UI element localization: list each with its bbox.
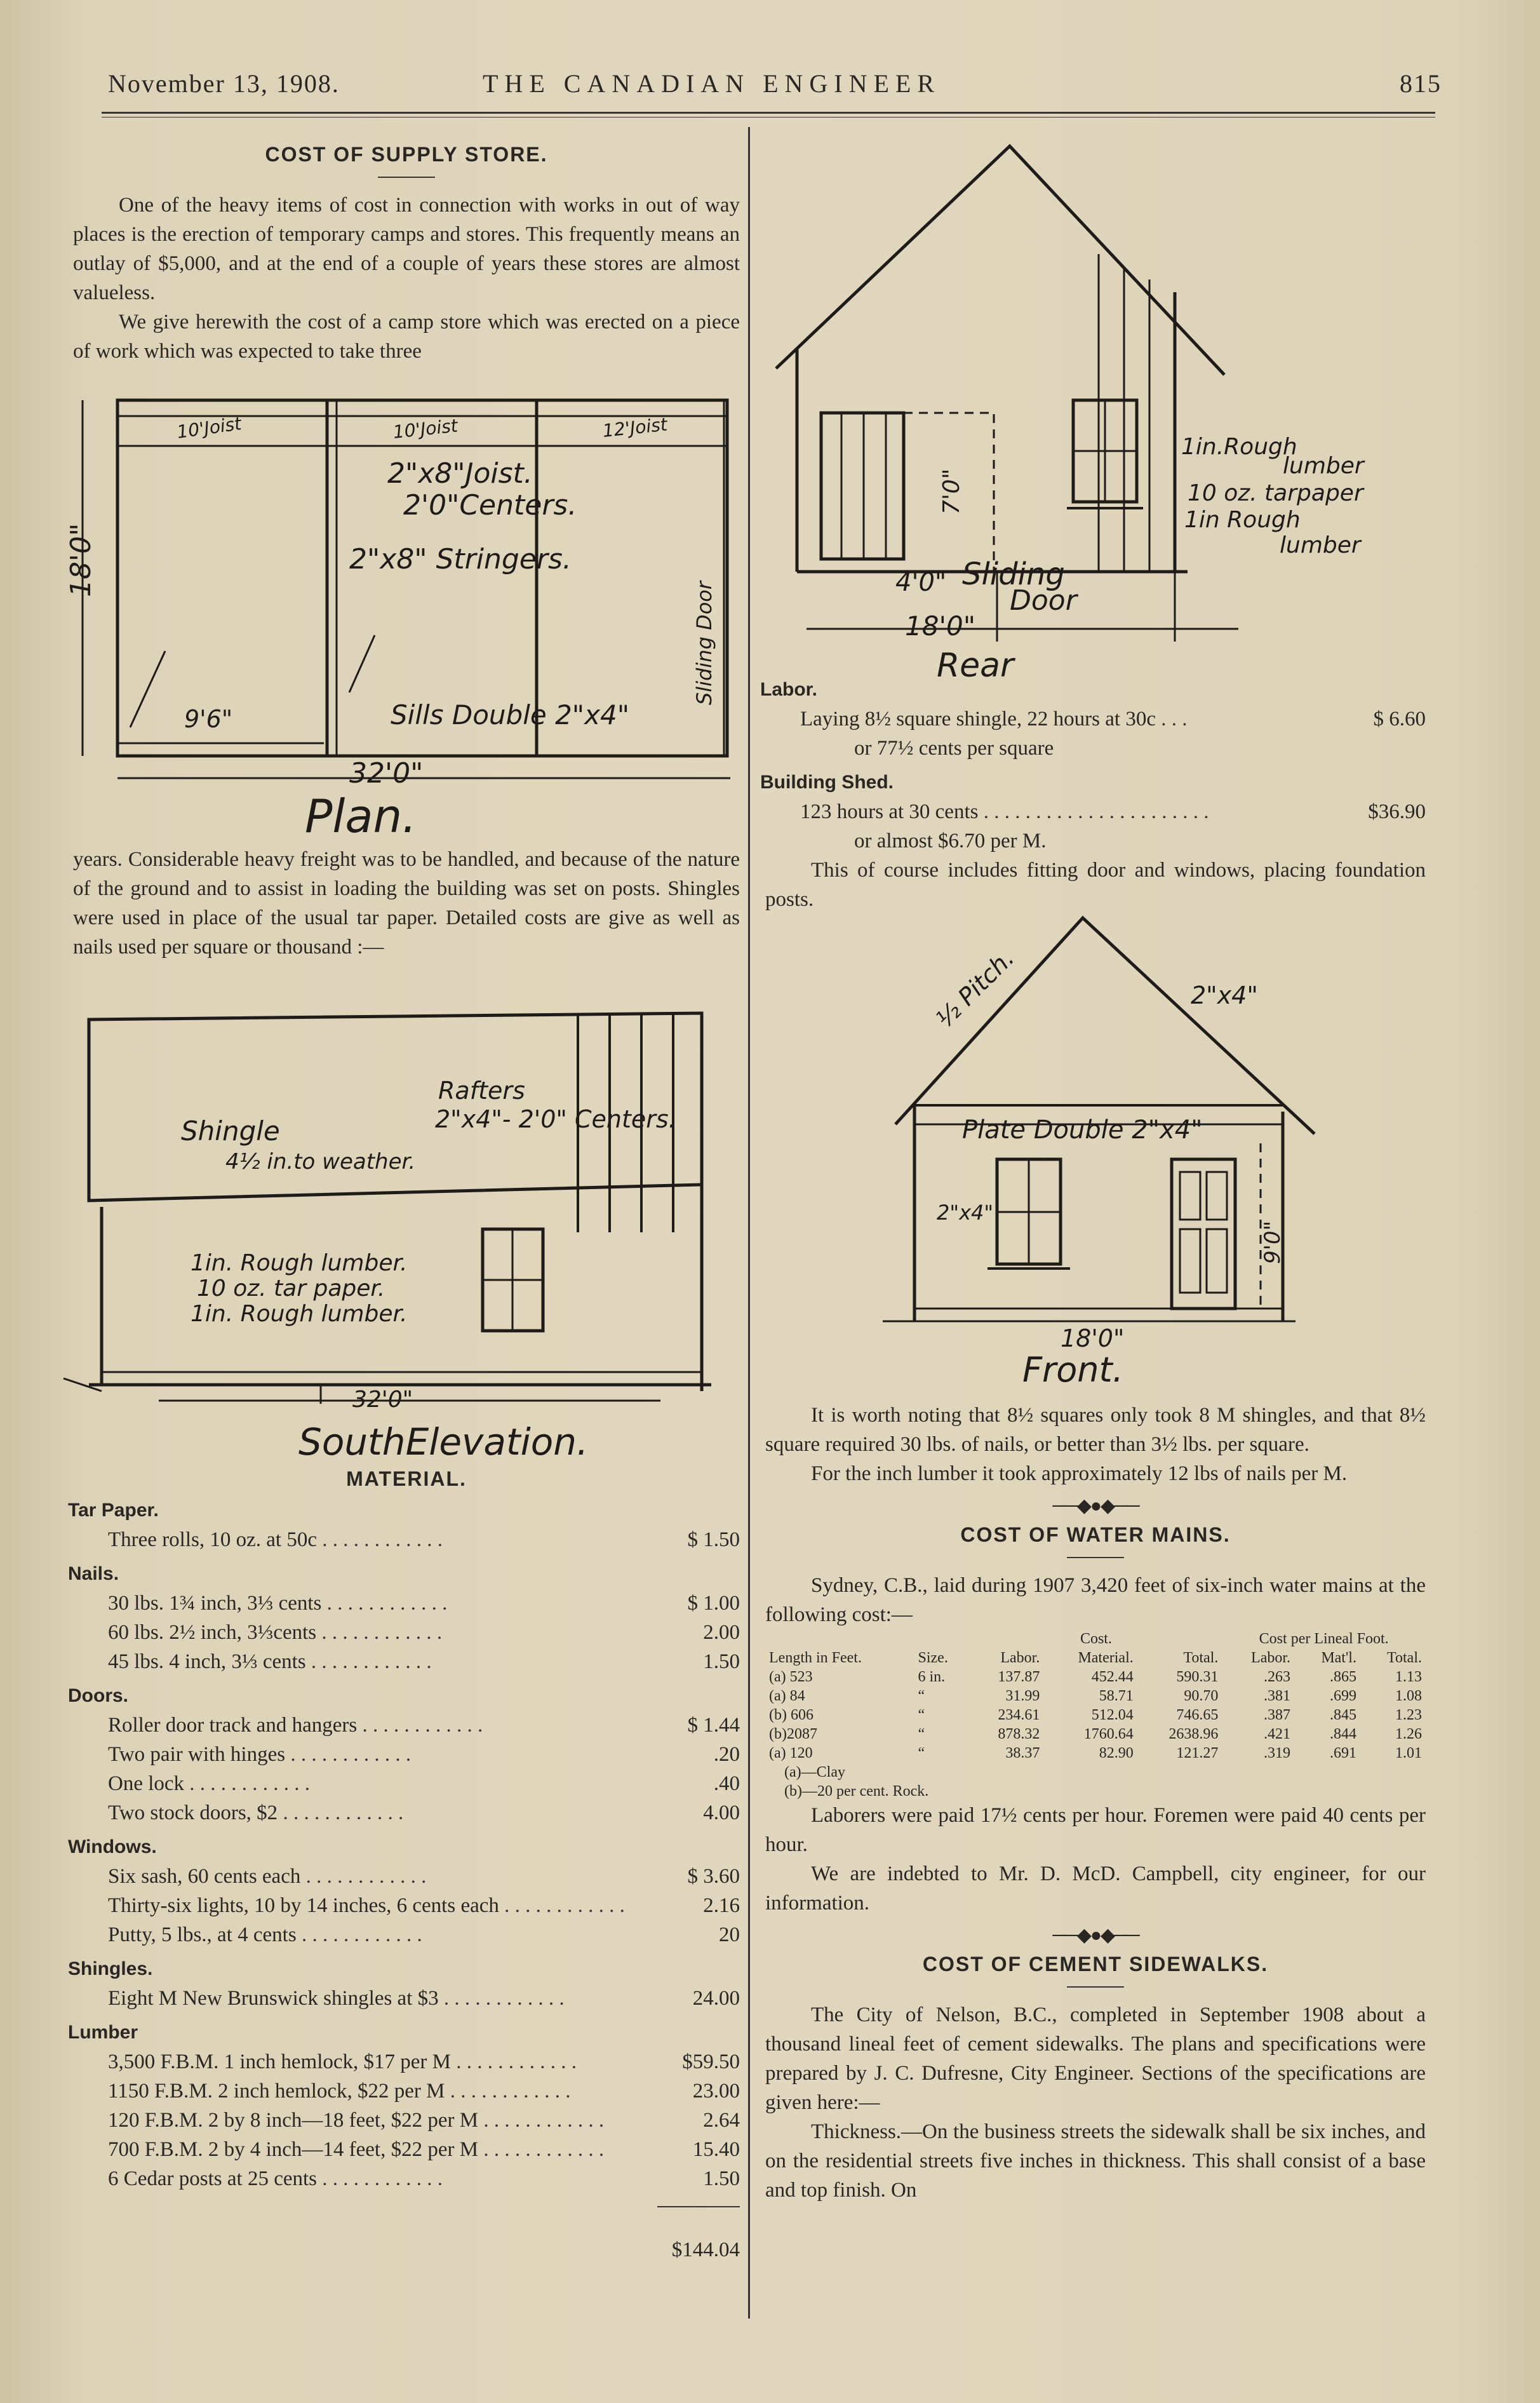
- column-rule: [748, 127, 750, 2319]
- front-width: 18'0": [1061, 1324, 1125, 1352]
- table-cell: .699: [1329, 1688, 1356, 1704]
- rear-elevation-drawing: [768, 133, 1435, 692]
- col-lin-labor: Labor.: [1251, 1650, 1291, 1666]
- south-weather: 4½ in.to weather.: [225, 1149, 416, 1175]
- material-item: 45 lbs. 4 inch, 3⅓ cents . . . . . . . . . . . . 1.50: [73, 1647, 740, 1676]
- plan-caption: Plan.: [305, 790, 417, 843]
- material-item-label: Three rolls, 10 oz. at 50c: [108, 1528, 317, 1551]
- material-item-label: 45 lbs. 4 inch, 3⅓ cents: [108, 1650, 306, 1673]
- material-item-amount: $ 1.50: [687, 1528, 740, 1551]
- header-rule-thin: [102, 117, 1435, 118]
- table-row: [765, 1744, 1426, 1763]
- material-total: $144.04: [671, 2238, 740, 2261]
- plan-joist-label-3: 12'Joist: [601, 414, 669, 441]
- front-stud: 2"x4": [937, 1201, 994, 1225]
- material-item-amount: 2.00: [703, 1621, 740, 1644]
- running-header: [108, 69, 1442, 107]
- material-item: 30 lbs. 1¾ inch, 3⅓ cents . . . . . . . . . . . . $ 1.00: [73, 1589, 740, 1618]
- right-column-lower: [765, 1401, 1426, 2205]
- material-item-label: 3,500 F.B.M. 1 inch hemlock, $17 per M: [108, 2050, 451, 2073]
- table-row: [765, 1667, 1426, 1686]
- table-cell: (b) 606: [769, 1707, 814, 1723]
- col-labor: Labor.: [1000, 1650, 1040, 1666]
- material-item-label: 6 Cedar posts at 25 cents: [108, 2167, 318, 2190]
- table-cell: 1760.64: [1083, 1726, 1134, 1742]
- table-cell: “: [918, 1726, 925, 1742]
- notes-paragraph-2: For the inch lumber it took approximately 12 lbs of nails per M.: [811, 1462, 1348, 1485]
- south-lumber-1: 1in. Rough lumber.: [191, 1250, 408, 1276]
- material-item-amount: $ 1.44: [687, 1714, 740, 1737]
- plan-drawing: [65, 387, 743, 843]
- material-item-label: Two pair with hinges: [108, 1743, 286, 1766]
- table-cell: (a) 120: [769, 1745, 813, 1761]
- south-elevation-caption: SouthElevation.: [298, 1420, 589, 1464]
- table-cell: 1.01: [1395, 1745, 1422, 1761]
- water-mains-intro: Sydney, C.B., laid during 1907 3,420 feet of six-inch water mains at the following cost:—: [765, 1574, 1426, 1626]
- rear-door-width: 4'0": [895, 568, 947, 597]
- material-item-amount: .40: [713, 1772, 740, 1795]
- supply-store-paragraph-1: One of the heavy items of cost in connection with works in out of way places is the erection of temporary camps and stores. This frequently means an outlay of $5,000, and at the end of a couple of years these stores are almost valueless.: [73, 194, 740, 304]
- material-title: MATERIAL.: [346, 1467, 467, 1490]
- south-length: 32'0": [352, 1387, 413, 1413]
- labor-per-square: or 77½ cents per square: [854, 737, 1054, 760]
- plan-stringers: 2"x8" Stringers.: [349, 543, 572, 576]
- col-lin-matl: Mat'l.: [1321, 1650, 1356, 1666]
- table-cell: “: [918, 1688, 925, 1704]
- material-item-amount: $ 1.00: [687, 1592, 740, 1615]
- material-item: 120 F.B.M. 2 by 8 inch—18 feet, $22 per M . . . . . . . . . . . . 2.64: [73, 2106, 740, 2135]
- sidewalks-title: COST OF CEMENT SIDEWALKS.: [922, 1953, 1269, 1976]
- material-item-label: 700 F.B.M. 2 by 4 inch—14 feet, $22 per M: [108, 2138, 479, 2161]
- plan-length: 32'0": [349, 757, 424, 790]
- material-item-label: Roller door track and hangers: [108, 1714, 358, 1737]
- header-page-number: 815: [1400, 69, 1442, 98]
- plan-height: 18'0": [65, 523, 97, 597]
- table-cell: 512.04: [1091, 1707, 1134, 1723]
- plan-centers: 2'0"Centers.: [403, 489, 577, 522]
- table-cell: 1.08: [1395, 1688, 1422, 1704]
- table-cell: 82.90: [1099, 1745, 1134, 1761]
- material-item-amount: .20: [713, 1743, 740, 1766]
- front-plate: Plate Double 2"x4": [962, 1115, 1203, 1145]
- notes-paragraph-1: It is worth noting that 8½ squares only took 8 M shingles, and that 8½ square required 30 lbs. of nails, or better than 3½ lbs. per square.: [765, 1404, 1426, 1456]
- col-group-lineal: Cost per Lineal Foot.: [1259, 1631, 1389, 1647]
- section-ornament: ──◆●◆──: [1052, 1925, 1139, 1946]
- material-group-title: Doors.: [68, 1685, 129, 1706]
- table-cell: .263: [1264, 1669, 1291, 1685]
- table-cell: 58.71: [1099, 1688, 1134, 1704]
- table-cell: .845: [1329, 1707, 1356, 1723]
- table-cell: .844: [1329, 1726, 1356, 1742]
- table-cell: 121.27: [1176, 1745, 1219, 1761]
- table-cell: 2638.96: [1168, 1726, 1219, 1742]
- supply-store-continued: [73, 845, 740, 962]
- material-item: Two pair with hinges . . . . . . . . . . . . .20: [73, 1740, 740, 1769]
- water-mains-title: COST OF WATER MAINS.: [960, 1523, 1231, 1546]
- material-item: Thirty-six lights, 10 by 14 inches, 6 cents each . . . . . . . . . . . . 2.16: [73, 1891, 740, 1920]
- material-item: 60 lbs. 2½ inch, 3⅓cents . . . . . . . . . . . . 2.00: [73, 1618, 740, 1647]
- table-cell: 1.13: [1395, 1669, 1422, 1685]
- rear-lumber-1: 1in.Rough: [1181, 434, 1297, 460]
- rear-door-height: 7'0": [939, 468, 965, 515]
- material-list: [68, 1500, 740, 2193]
- material-group-title: Nails.: [68, 1563, 119, 1584]
- material-item-amount: 2.64: [703, 2109, 740, 2132]
- material-item-label: 60 lbs. 2½ inch, 3⅓cents: [108, 1621, 317, 1644]
- material-item: 700 F.B.M. 2 by 4 inch—14 feet, $22 per M . . . . . . . . . . . . 15.40: [73, 2135, 740, 2164]
- plan-joist-label-2: 10'Joist: [392, 415, 459, 443]
- material-item: Three rolls, 10 oz. at 50c . . . . . . . . . . . . $ 1.50: [73, 1525, 740, 1554]
- title-rule: [1067, 1986, 1124, 1988]
- south-elevation-drawing: [64, 1004, 743, 1474]
- col-length: Length in Feet.: [769, 1650, 862, 1666]
- material-item-label: Putty, 5 lbs., at 4 cents: [108, 1923, 297, 1946]
- building-shed-title: Building Shed.: [760, 772, 894, 793]
- plan-joist-spec: 2"x8"Joist.: [387, 457, 533, 490]
- header-rule: [102, 112, 1435, 114]
- material-item: Six sash, 60 cents each . . . . . . . . . . . . $ 3.60: [73, 1862, 740, 1891]
- material-item: Roller door track and hangers . . . . . . . . . . . . $ 1.44: [73, 1711, 740, 1740]
- shed-hours-line: 123 hours at 30 cents . . . . . . . . . . . . . . . . . . . . . . $36.90: [800, 800, 1426, 823]
- front-caption: Front.: [1022, 1350, 1123, 1390]
- material-item-amount: $ 3.60: [687, 1865, 740, 1888]
- note-rock: (b)—20 per cent. Rock.: [784, 1783, 929, 1800]
- header-date: November 13, 1908.: [108, 69, 340, 98]
- shed-per-m: or almost $6.70 per M.: [854, 830, 1047, 852]
- front-rafter: 2"x4": [1191, 981, 1258, 1009]
- sidewalks-paragraph-1: The City of Nelson, B.C., completed in September 1908 about a thousand lineal feet of cement sidewalks. The plans and specifications were prepared by J. C. Dufresne, City Engineer. Sections of the specifications are given here:—: [765, 2003, 1426, 2114]
- rear-lumber-2b: lumber: [1280, 532, 1361, 558]
- material-section: [68, 1467, 740, 2265]
- material-item: Eight M New Brunswick shingles at $3 . . . . . . . . . . . . 24.00: [73, 1984, 740, 2013]
- table-cell: “: [918, 1707, 925, 1723]
- title-rule: [1067, 1557, 1124, 1558]
- table-cell: 137.87: [998, 1669, 1040, 1685]
- material-item-amount: $59.50: [682, 2050, 740, 2073]
- table-cell: “: [918, 1745, 925, 1761]
- table-cell: .865: [1329, 1669, 1356, 1685]
- south-rafter-spec: 2"x4"- 2'0" Centers.: [435, 1105, 676, 1133]
- plan-sills: Sills Double 2"x4": [391, 699, 630, 730]
- table-cell: 746.65: [1176, 1707, 1219, 1723]
- south-shingle: Shingle: [181, 1115, 280, 1147]
- material-item: One lock . . . . . . . . . . . . .40: [73, 1769, 740, 1798]
- table-cell: 234.61: [998, 1707, 1040, 1723]
- table-row: [765, 1725, 1426, 1744]
- water-mains-table: [765, 1629, 1426, 1763]
- table-cell: 452.44: [1091, 1669, 1134, 1685]
- table-cell: .381: [1264, 1688, 1291, 1704]
- material-item-amount: 1.50: [703, 2167, 740, 2190]
- material-group-title: Windows.: [68, 1836, 157, 1857]
- material-item-label: 30 lbs. 1¾ inch, 3⅓ cents: [108, 1592, 322, 1615]
- material-item-label: Two stock doors, $2: [108, 1801, 278, 1824]
- note-clay: (a)—Clay: [784, 1764, 845, 1780]
- table-cell: 590.31: [1176, 1669, 1219, 1685]
- table-cell: .421: [1264, 1726, 1291, 1742]
- col-lin-total: Total.: [1387, 1650, 1422, 1666]
- supply-store-title: COST OF SUPPLY STORE.: [265, 143, 548, 166]
- table-cell: 90.70: [1184, 1688, 1219, 1704]
- rear-door-label: Door: [1010, 584, 1077, 617]
- supply-store-article: [73, 143, 740, 366]
- material-item: 1150 F.B.M. 2 inch hemlock, $22 per M . . . . . . . . . . . . 23.00: [73, 2077, 740, 2106]
- table-cell: (a) 84: [769, 1688, 805, 1704]
- table-row: [765, 1706, 1426, 1725]
- col-material: Material.: [1078, 1650, 1134, 1666]
- material-item-amount: 1.50: [703, 1650, 740, 1673]
- sidewalks-paragraph-2: Thickness.—On the business streets the sidewalk shall be six inches, and on the residential streets five inches in thickness. This shall consist of a base and top finish. On: [765, 2120, 1426, 2202]
- material-item-label: Eight M New Brunswick shingles at $3: [108, 1987, 439, 2010]
- water-mains-wages: Laborers were paid 17½ cents per hour. Foremen were paid 40 cents per hour.: [765, 1804, 1426, 1856]
- table-cell: 1.23: [1395, 1707, 1422, 1723]
- material-item: Two stock doors, $2 . . . . . . . . . . . . 4.00: [73, 1798, 740, 1827]
- material-item: 6 Cedar posts at 25 cents . . . . . . . . . . . . 1.50: [73, 2164, 740, 2193]
- material-item-amount: 20: [719, 1923, 740, 1946]
- table-row: [765, 1686, 1426, 1706]
- material-item-label: 120 F.B.M. 2 by 8 inch—18 feet, $22 per M: [108, 2109, 479, 2132]
- material-item-amount: 23.00: [692, 2080, 740, 2103]
- material-item: Putty, 5 lbs., at 4 cents . . . . . . . . . . . . 20: [73, 1920, 740, 1949]
- col-size: Size.: [918, 1650, 948, 1666]
- south-rafters: Rafters: [438, 1077, 525, 1105]
- table-cell: (b)2087: [769, 1726, 817, 1742]
- table-cell: .691: [1329, 1745, 1356, 1761]
- front-elevation-drawing: [876, 908, 1321, 1391]
- labor-section: [760, 670, 1426, 914]
- title-rule: [378, 177, 435, 178]
- material-item-label: Six sash, 60 cents each: [108, 1865, 301, 1888]
- front-height: 9'0": [1260, 1220, 1285, 1264]
- material-item-label: 1150 F.B.M. 2 inch hemlock, $22 per M: [108, 2080, 445, 2103]
- rear-sliding: Sliding: [962, 556, 1065, 592]
- table-cell: .387: [1264, 1707, 1291, 1723]
- rear-tar-paper: 10 oz. tarpaper: [1188, 480, 1363, 506]
- rear-lumber-2: 1in Rough: [1184, 507, 1301, 533]
- table-cell: 1.26: [1395, 1726, 1422, 1742]
- table-cell: (a) 523: [769, 1669, 813, 1685]
- header-journal: THE CANADIAN ENGINEER: [483, 69, 941, 98]
- rear-caption: Rear: [937, 647, 1014, 685]
- water-mains-credit: We are indebted to Mr. D. McD. Campbell, city engineer, for our information.: [765, 1862, 1426, 1915]
- table-cell: 38.37: [1005, 1745, 1040, 1761]
- material-item-amount: 24.00: [692, 1987, 740, 2010]
- material-group-title: Tar Paper.: [68, 1500, 159, 1521]
- labor-shingle-line: Laying 8½ square shingle, 22 hours at 30c . . . $ 6.60: [800, 708, 1426, 730]
- supply-store-paragraph-2: We give herewith the cost of a camp store which was erected on a piece of work which was expected to take three: [73, 311, 740, 363]
- front-pitch: ½ Pitch.: [930, 944, 1020, 1033]
- material-item-amount: 4.00: [703, 1801, 740, 1824]
- material-item-label: One lock: [108, 1772, 185, 1795]
- material-item-amount: 2.16: [703, 1894, 740, 1917]
- material-item-amount: 15.40: [692, 2138, 740, 2161]
- south-tar-paper: 10 oz. tar paper.: [197, 1276, 385, 1302]
- shed-paragraph: This of course includes fitting door and windows, placing foundation posts.: [765, 859, 1426, 911]
- table-cell: .319: [1264, 1745, 1291, 1761]
- table-cell: 31.99: [1005, 1688, 1040, 1704]
- material-item: 3,500 F.B.M. 1 inch hemlock, $17 per M . . . . . . . . . . . . $59.50: [73, 2047, 740, 2077]
- table-cell: 878.32: [998, 1726, 1040, 1742]
- supply-store-paragraph-3: years. Considerable heavy freight was to be handled, and because of the nature of the ground and to assist in loading the building was set on posts. Shingles were used in place of the usual tar paper. Detailed costs are give as well as nails used per square or thousand :—: [73, 848, 740, 959]
- plan-sliding-door: Sliding Door: [692, 581, 716, 705]
- plan-joist-label-1: 10'Joist: [175, 413, 243, 443]
- col-group-cost: Cost.: [1080, 1631, 1112, 1647]
- labor-title: Labor.: [760, 679, 818, 700]
- material-item-label: Thirty-six lights, 10 by 14 inches, 6 cents each: [108, 1894, 499, 1917]
- table-cell: 6 in.: [918, 1669, 946, 1685]
- plan-width-1: 9'6": [184, 705, 233, 733]
- rear-lumber-1b: lumber: [1283, 453, 1364, 479]
- material-group-title: Shingles.: [68, 1958, 153, 1979]
- south-lumber-2: 1in. Rough lumber.: [191, 1301, 408, 1327]
- col-total: Total.: [1183, 1650, 1219, 1666]
- material-group-title: Lumber: [68, 2022, 138, 2043]
- section-ornament: ──◆●◆──: [1052, 1495, 1139, 1516]
- rear-width: 18'0": [905, 610, 976, 642]
